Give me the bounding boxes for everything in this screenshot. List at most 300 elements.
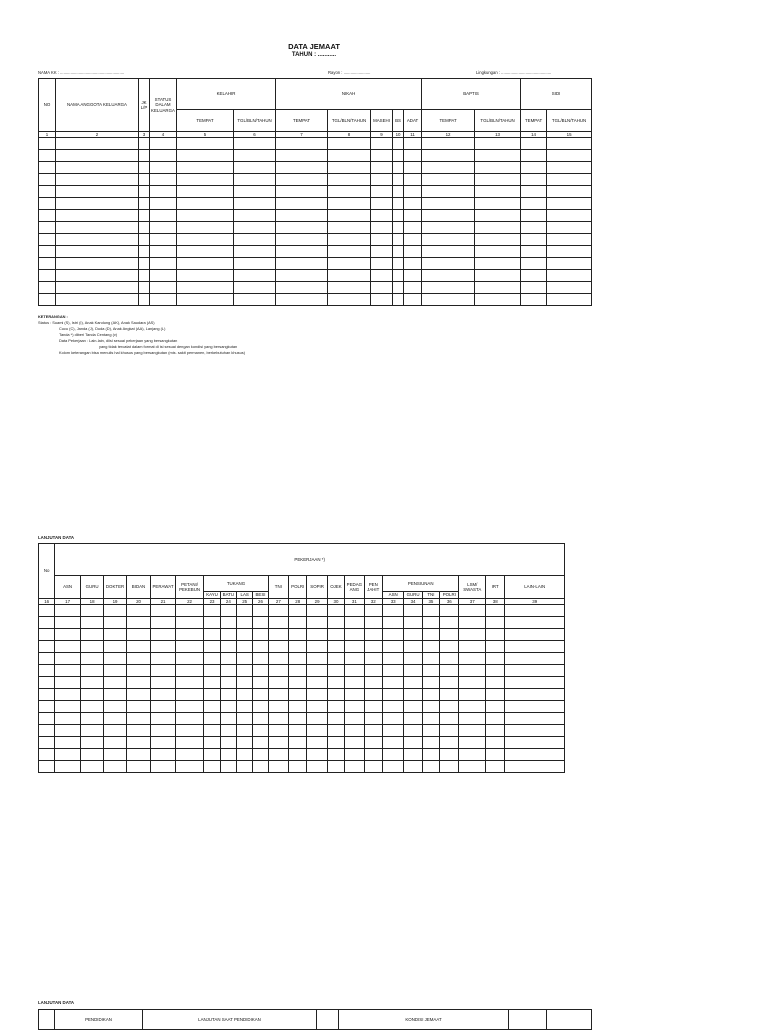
table-cell[interactable]	[328, 282, 371, 294]
table-cell[interactable]	[104, 713, 126, 725]
table-cell[interactable]	[220, 701, 236, 713]
table-cell[interactable]	[204, 653, 220, 665]
table-cell[interactable]	[55, 689, 81, 701]
table-cell[interactable]	[440, 677, 459, 689]
table-cell[interactable]	[382, 689, 403, 701]
table-cell[interactable]	[422, 282, 475, 294]
table-cell[interactable]	[422, 653, 439, 665]
table-cell[interactable]	[422, 701, 439, 713]
table-cell[interactable]	[393, 270, 404, 282]
table-cell[interactable]	[382, 617, 403, 629]
table-cell[interactable]	[382, 725, 403, 737]
table-cell[interactable]	[237, 665, 253, 677]
table-cell[interactable]	[328, 150, 371, 162]
table-cell[interactable]	[440, 629, 459, 641]
table-cell[interactable]	[289, 665, 307, 677]
table-cell[interactable]	[345, 653, 364, 665]
table-cell[interactable]	[486, 665, 505, 677]
table-cell[interactable]	[505, 641, 565, 653]
table-cell[interactable]	[276, 186, 328, 198]
table-cell[interactable]	[345, 737, 364, 749]
table-cell[interactable]	[307, 689, 327, 701]
table-cell[interactable]	[151, 605, 176, 617]
table-cell[interactable]	[253, 761, 268, 773]
table-cell[interactable]	[422, 186, 475, 198]
table-cell[interactable]	[175, 617, 204, 629]
table-cell[interactable]	[307, 677, 327, 689]
table-cell[interactable]	[404, 198, 422, 210]
table-cell[interactable]	[204, 605, 220, 617]
table-cell[interactable]	[486, 725, 505, 737]
table-cell[interactable]	[139, 294, 150, 306]
table-cell[interactable]	[371, 210, 393, 222]
table-cell[interactable]	[459, 665, 486, 677]
table-cell[interactable]	[382, 605, 403, 617]
table-cell[interactable]	[371, 138, 393, 150]
table-cell[interactable]	[55, 701, 81, 713]
table-cell[interactable]	[150, 234, 177, 246]
table-cell[interactable]	[440, 605, 459, 617]
table-cell[interactable]	[547, 270, 592, 282]
table-cell[interactable]	[268, 677, 288, 689]
table-cell[interactable]	[422, 605, 439, 617]
table-cell[interactable]	[486, 689, 505, 701]
table-cell[interactable]	[104, 737, 126, 749]
table-cell[interactable]	[39, 246, 56, 258]
table-cell[interactable]	[364, 665, 382, 677]
table-cell[interactable]	[327, 653, 344, 665]
table-cell[interactable]	[505, 713, 565, 725]
table-cell[interactable]	[547, 294, 592, 306]
table-cell[interactable]	[126, 641, 151, 653]
table-cell[interactable]	[327, 701, 344, 713]
table-cell[interactable]	[39, 737, 55, 749]
table-cell[interactable]	[328, 198, 371, 210]
table-cell[interactable]	[404, 677, 422, 689]
table-cell[interactable]	[521, 210, 547, 222]
table-cell[interactable]	[345, 605, 364, 617]
table-cell[interactable]	[547, 210, 592, 222]
table-cell[interactable]	[422, 210, 475, 222]
table-cell[interactable]	[371, 222, 393, 234]
table-cell[interactable]	[547, 246, 592, 258]
table-cell[interactable]	[289, 737, 307, 749]
table-cell[interactable]	[268, 761, 288, 773]
table-cell[interactable]	[422, 725, 439, 737]
table-cell[interactable]	[56, 138, 139, 150]
table-cell[interactable]	[422, 222, 475, 234]
table-cell[interactable]	[459, 605, 486, 617]
table-cell[interactable]	[422, 749, 439, 761]
table-cell[interactable]	[459, 677, 486, 689]
table-cell[interactable]	[268, 737, 288, 749]
table-cell[interactable]	[393, 138, 404, 150]
table-cell[interactable]	[521, 186, 547, 198]
table-cell[interactable]	[371, 162, 393, 174]
table-cell[interactable]	[364, 629, 382, 641]
table-cell[interactable]	[56, 234, 139, 246]
table-cell[interactable]	[80, 605, 103, 617]
table-cell[interactable]	[404, 234, 422, 246]
table-cell[interactable]	[80, 689, 103, 701]
table-cell[interactable]	[126, 701, 151, 713]
table-cell[interactable]	[268, 701, 288, 713]
table-cell[interactable]	[253, 689, 268, 701]
table-cell[interactable]	[268, 749, 288, 761]
table-cell[interactable]	[393, 150, 404, 162]
table-cell[interactable]	[276, 270, 328, 282]
table-cell[interactable]	[364, 653, 382, 665]
table-cell[interactable]	[126, 749, 151, 761]
table-cell[interactable]	[139, 210, 150, 222]
table-cell[interactable]	[371, 198, 393, 210]
table-cell[interactable]	[521, 150, 547, 162]
table-cell[interactable]	[440, 761, 459, 773]
table-cell[interactable]	[521, 294, 547, 306]
table-cell[interactable]	[104, 641, 126, 653]
table-cell[interactable]	[547, 138, 592, 150]
table-cell[interactable]	[289, 641, 307, 653]
table-cell[interactable]	[39, 258, 56, 270]
table-cell[interactable]	[404, 138, 422, 150]
table-cell[interactable]	[382, 653, 403, 665]
table-cell[interactable]	[382, 713, 403, 725]
table-cell[interactable]	[234, 246, 276, 258]
table-cell[interactable]	[393, 258, 404, 270]
table-cell[interactable]	[126, 689, 151, 701]
table-cell[interactable]	[475, 294, 521, 306]
table-cell[interactable]	[289, 677, 307, 689]
table-cell[interactable]	[345, 689, 364, 701]
table-cell[interactable]	[56, 198, 139, 210]
table-cell[interactable]	[547, 258, 592, 270]
table-cell[interactable]	[177, 186, 234, 198]
table-cell[interactable]	[404, 282, 422, 294]
table-cell[interactable]	[328, 246, 371, 258]
table-cell[interactable]	[422, 270, 475, 282]
table-cell[interactable]	[547, 222, 592, 234]
table-cell[interactable]	[177, 138, 234, 150]
table-cell[interactable]	[440, 725, 459, 737]
table-cell[interactable]	[253, 737, 268, 749]
table-cell[interactable]	[393, 234, 404, 246]
table-cell[interactable]	[404, 725, 422, 737]
table-cell[interactable]	[307, 641, 327, 653]
table-cell[interactable]	[234, 198, 276, 210]
table-cell[interactable]	[505, 677, 565, 689]
table-cell[interactable]	[234, 294, 276, 306]
table-cell[interactable]	[422, 677, 439, 689]
table-cell[interactable]	[175, 725, 204, 737]
table-cell[interactable]	[422, 761, 439, 773]
table-cell[interactable]	[364, 761, 382, 773]
table-cell[interactable]	[39, 234, 56, 246]
table-cell[interactable]	[175, 677, 204, 689]
table-cell[interactable]	[204, 749, 220, 761]
table-cell[interactable]	[307, 737, 327, 749]
table-cell[interactable]	[151, 689, 176, 701]
table-cell[interactable]	[459, 641, 486, 653]
table-cell[interactable]	[204, 617, 220, 629]
table-cell[interactable]	[475, 282, 521, 294]
table-cell[interactable]	[175, 605, 204, 617]
table-cell[interactable]	[382, 665, 403, 677]
table-cell[interactable]	[345, 629, 364, 641]
table-cell[interactable]	[234, 138, 276, 150]
table-cell[interactable]	[459, 737, 486, 749]
table-cell[interactable]	[56, 270, 139, 282]
table-cell[interactable]	[56, 150, 139, 162]
table-cell[interactable]	[393, 186, 404, 198]
table-cell[interactable]	[327, 617, 344, 629]
table-cell[interactable]	[505, 701, 565, 713]
table-cell[interactable]	[126, 665, 151, 677]
table-cell[interactable]	[39, 653, 55, 665]
table-cell[interactable]	[486, 713, 505, 725]
table-cell[interactable]	[55, 761, 81, 773]
table-cell[interactable]	[404, 605, 422, 617]
table-cell[interactable]	[39, 677, 55, 689]
table-cell[interactable]	[422, 689, 439, 701]
table-cell[interactable]	[327, 629, 344, 641]
table-cell[interactable]	[177, 270, 234, 282]
table-cell[interactable]	[328, 294, 371, 306]
table-cell[interactable]	[404, 737, 422, 749]
table-cell[interactable]	[56, 174, 139, 186]
table-cell[interactable]	[126, 713, 151, 725]
table-cell[interactable]	[104, 749, 126, 761]
table-cell[interactable]	[440, 749, 459, 761]
table-cell[interactable]	[459, 761, 486, 773]
table-cell[interactable]	[475, 222, 521, 234]
table-cell[interactable]	[371, 270, 393, 282]
table-cell[interactable]	[276, 282, 328, 294]
table-cell[interactable]	[177, 162, 234, 174]
table-cell[interactable]	[39, 761, 55, 773]
table-cell[interactable]	[80, 617, 103, 629]
table-cell[interactable]	[237, 689, 253, 701]
table-cell[interactable]	[126, 653, 151, 665]
table-cell[interactable]	[55, 749, 81, 761]
table-cell[interactable]	[459, 617, 486, 629]
table-cell[interactable]	[39, 174, 56, 186]
table-cell[interactable]	[364, 677, 382, 689]
table-cell[interactable]	[422, 665, 439, 677]
table-cell[interactable]	[150, 210, 177, 222]
table-cell[interactable]	[126, 761, 151, 773]
table-cell[interactable]	[55, 677, 81, 689]
table-cell[interactable]	[364, 617, 382, 629]
table-cell[interactable]	[276, 246, 328, 258]
table-cell[interactable]	[404, 713, 422, 725]
table-cell[interactable]	[327, 737, 344, 749]
table-cell[interactable]	[505, 665, 565, 677]
table-cell[interactable]	[486, 677, 505, 689]
table-cell[interactable]	[175, 629, 204, 641]
table-cell[interactable]	[268, 725, 288, 737]
table-cell[interactable]	[276, 258, 328, 270]
table-cell[interactable]	[276, 234, 328, 246]
table-cell[interactable]	[289, 617, 307, 629]
table-cell[interactable]	[177, 294, 234, 306]
table-cell[interactable]	[177, 174, 234, 186]
table-cell[interactable]	[547, 198, 592, 210]
table-cell[interactable]	[475, 198, 521, 210]
table-cell[interactable]	[204, 629, 220, 641]
table-cell[interactable]	[364, 689, 382, 701]
table-cell[interactable]	[151, 725, 176, 737]
table-cell[interactable]	[327, 689, 344, 701]
table-cell[interactable]	[204, 689, 220, 701]
table-cell[interactable]	[327, 761, 344, 773]
table-cell[interactable]	[307, 701, 327, 713]
table-cell[interactable]	[80, 737, 103, 749]
table-cell[interactable]	[459, 701, 486, 713]
table-cell[interactable]	[234, 162, 276, 174]
table-cell[interactable]	[268, 629, 288, 641]
table-cell[interactable]	[475, 150, 521, 162]
table-cell[interactable]	[268, 641, 288, 653]
table-cell[interactable]	[505, 605, 565, 617]
table-cell[interactable]	[220, 641, 236, 653]
table-cell[interactable]	[55, 641, 81, 653]
table-cell[interactable]	[327, 749, 344, 761]
table-cell[interactable]	[104, 689, 126, 701]
table-cell[interactable]	[345, 617, 364, 629]
table-cell[interactable]	[440, 689, 459, 701]
table-cell[interactable]	[39, 186, 56, 198]
table-cell[interactable]	[234, 222, 276, 234]
table-cell[interactable]	[505, 653, 565, 665]
table-cell[interactable]	[475, 186, 521, 198]
table-cell[interactable]	[289, 761, 307, 773]
table-cell[interactable]	[39, 629, 55, 641]
table-cell[interactable]	[237, 605, 253, 617]
table-cell[interactable]	[56, 162, 139, 174]
table-cell[interactable]	[276, 138, 328, 150]
table-cell[interactable]	[55, 653, 81, 665]
table-cell[interactable]	[204, 761, 220, 773]
table-cell[interactable]	[382, 761, 403, 773]
table-cell[interactable]	[139, 150, 150, 162]
table-cell[interactable]	[139, 222, 150, 234]
table-cell[interactable]	[486, 605, 505, 617]
table-cell[interactable]	[382, 641, 403, 653]
table-cell[interactable]	[237, 653, 253, 665]
table-cell[interactable]	[393, 174, 404, 186]
table-cell[interactable]	[39, 749, 55, 761]
table-cell[interactable]	[268, 665, 288, 677]
table-cell[interactable]	[80, 761, 103, 773]
table-cell[interactable]	[234, 186, 276, 198]
table-cell[interactable]	[521, 270, 547, 282]
table-cell[interactable]	[422, 138, 475, 150]
table-cell[interactable]	[253, 749, 268, 761]
table-cell[interactable]	[422, 294, 475, 306]
table-cell[interactable]	[80, 629, 103, 641]
table-cell[interactable]	[276, 150, 328, 162]
table-cell[interactable]	[547, 234, 592, 246]
table-cell[interactable]	[404, 186, 422, 198]
table-cell[interactable]	[237, 629, 253, 641]
table-cell[interactable]	[177, 210, 234, 222]
table-cell[interactable]	[268, 617, 288, 629]
table-cell[interactable]	[253, 641, 268, 653]
table-cell[interactable]	[276, 198, 328, 210]
table-cell[interactable]	[175, 653, 204, 665]
table-cell[interactable]	[521, 138, 547, 150]
table-cell[interactable]	[459, 689, 486, 701]
table-cell[interactable]	[175, 665, 204, 677]
table-cell[interactable]	[150, 246, 177, 258]
table-cell[interactable]	[39, 641, 55, 653]
table-cell[interactable]	[56, 222, 139, 234]
table-cell[interactable]	[547, 174, 592, 186]
table-cell[interactable]	[39, 713, 55, 725]
table-cell[interactable]	[234, 174, 276, 186]
table-cell[interactable]	[328, 210, 371, 222]
table-cell[interactable]	[364, 701, 382, 713]
table-cell[interactable]	[151, 665, 176, 677]
table-cell[interactable]	[459, 749, 486, 761]
table-cell[interactable]	[234, 210, 276, 222]
table-cell[interactable]	[459, 713, 486, 725]
table-cell[interactable]	[220, 713, 236, 725]
table-cell[interactable]	[151, 761, 176, 773]
table-cell[interactable]	[234, 150, 276, 162]
table-cell[interactable]	[80, 713, 103, 725]
table-cell[interactable]	[175, 701, 204, 713]
table-cell[interactable]	[56, 282, 139, 294]
table-cell[interactable]	[289, 605, 307, 617]
table-cell[interactable]	[422, 737, 439, 749]
table-cell[interactable]	[328, 162, 371, 174]
table-cell[interactable]	[404, 641, 422, 653]
table-cell[interactable]	[39, 282, 56, 294]
table-cell[interactable]	[126, 737, 151, 749]
table-cell[interactable]	[371, 294, 393, 306]
table-cell[interactable]	[393, 198, 404, 210]
table-cell[interactable]	[382, 737, 403, 749]
table-cell[interactable]	[345, 725, 364, 737]
table-cell[interactable]	[422, 617, 439, 629]
table-cell[interactable]	[80, 677, 103, 689]
table-cell[interactable]	[204, 641, 220, 653]
table-cell[interactable]	[253, 617, 268, 629]
table-cell[interactable]	[327, 713, 344, 725]
table-cell[interactable]	[139, 258, 150, 270]
table-cell[interactable]	[39, 689, 55, 701]
table-cell[interactable]	[234, 282, 276, 294]
table-cell[interactable]	[328, 234, 371, 246]
table-cell[interactable]	[268, 689, 288, 701]
table-cell[interactable]	[393, 222, 404, 234]
table-cell[interactable]	[289, 713, 307, 725]
table-cell[interactable]	[139, 162, 150, 174]
table-cell[interactable]	[404, 665, 422, 677]
table-cell[interactable]	[220, 725, 236, 737]
table-cell[interactable]	[151, 737, 176, 749]
table-cell[interactable]	[55, 725, 81, 737]
table-cell[interactable]	[307, 665, 327, 677]
table-cell[interactable]	[393, 282, 404, 294]
table-cell[interactable]	[382, 701, 403, 713]
table-cell[interactable]	[440, 737, 459, 749]
table-cell[interactable]	[150, 150, 177, 162]
table-cell[interactable]	[307, 749, 327, 761]
table-cell[interactable]	[150, 174, 177, 186]
table-cell[interactable]	[126, 605, 151, 617]
